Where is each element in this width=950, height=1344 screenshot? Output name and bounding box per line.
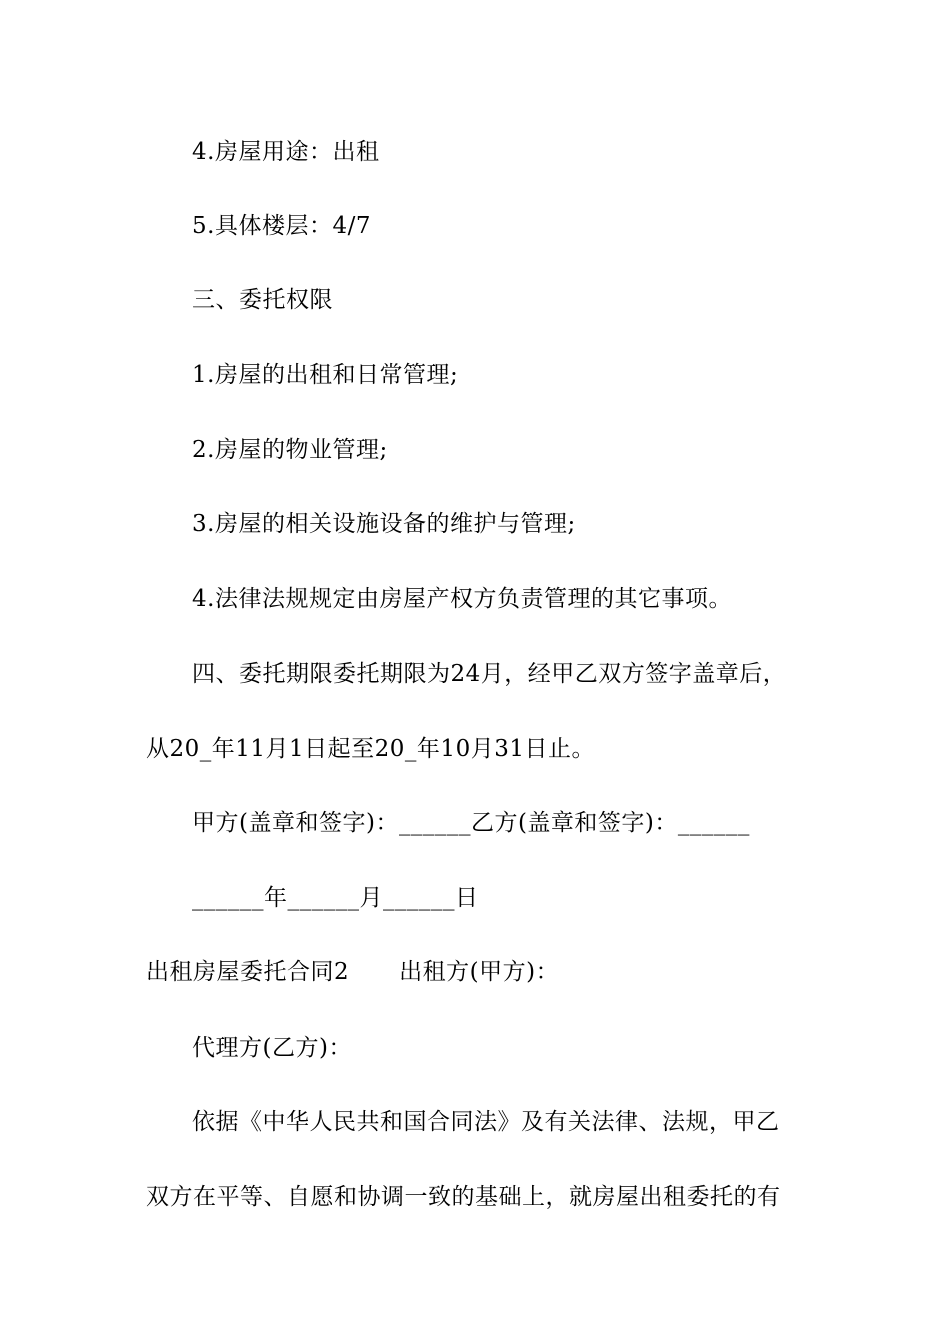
paragraph-authority-1: 1.房屋的出租和日常管理; — [192, 362, 459, 388]
paragraph-authority-3: 3.房屋的相关设施设备的维护与管理; — [192, 511, 576, 537]
paragraph-term: 四、委托期限委托期限为24月，经甲乙双方签字盖章后， — [192, 661, 787, 687]
heading-authority: 三、委托权限 — [192, 287, 333, 313]
paragraph-authority-2: 2.房屋的物业管理; — [192, 437, 388, 463]
signature-line: 甲方(盖章和签字)：______乙方(盖章和签字)：______ — [192, 810, 750, 836]
paragraph-house-use: 4.房屋用途：出租 — [192, 139, 380, 165]
agent-label: 代理方(乙方)： — [192, 1035, 352, 1061]
contract-title-line — [146, 957, 559, 987]
paragraph-term-continued: 从20_年11月1日起至20_年10月31日止。 — [146, 736, 595, 762]
lessor-label: 出租方(甲方)： — [399, 959, 560, 985]
date-line: ______年______月______日 — [192, 885, 479, 911]
contract-title: 出租房屋委托合同2 — [146, 959, 350, 985]
paragraph-authority-4: 4.法律法规规定由房屋产权方负责管理的其它事项。 — [192, 586, 732, 612]
paragraph-floor: 5.具体楼层：4/7 — [192, 213, 371, 239]
paragraph-basis: 依据《中华人民共和国合同法》及有关法律、法规，甲乙 — [192, 1109, 780, 1135]
paragraph-basis-continued: 双方在平等、自愿和协调一致的基础上，就房屋出租委托的有 — [146, 1184, 781, 1210]
